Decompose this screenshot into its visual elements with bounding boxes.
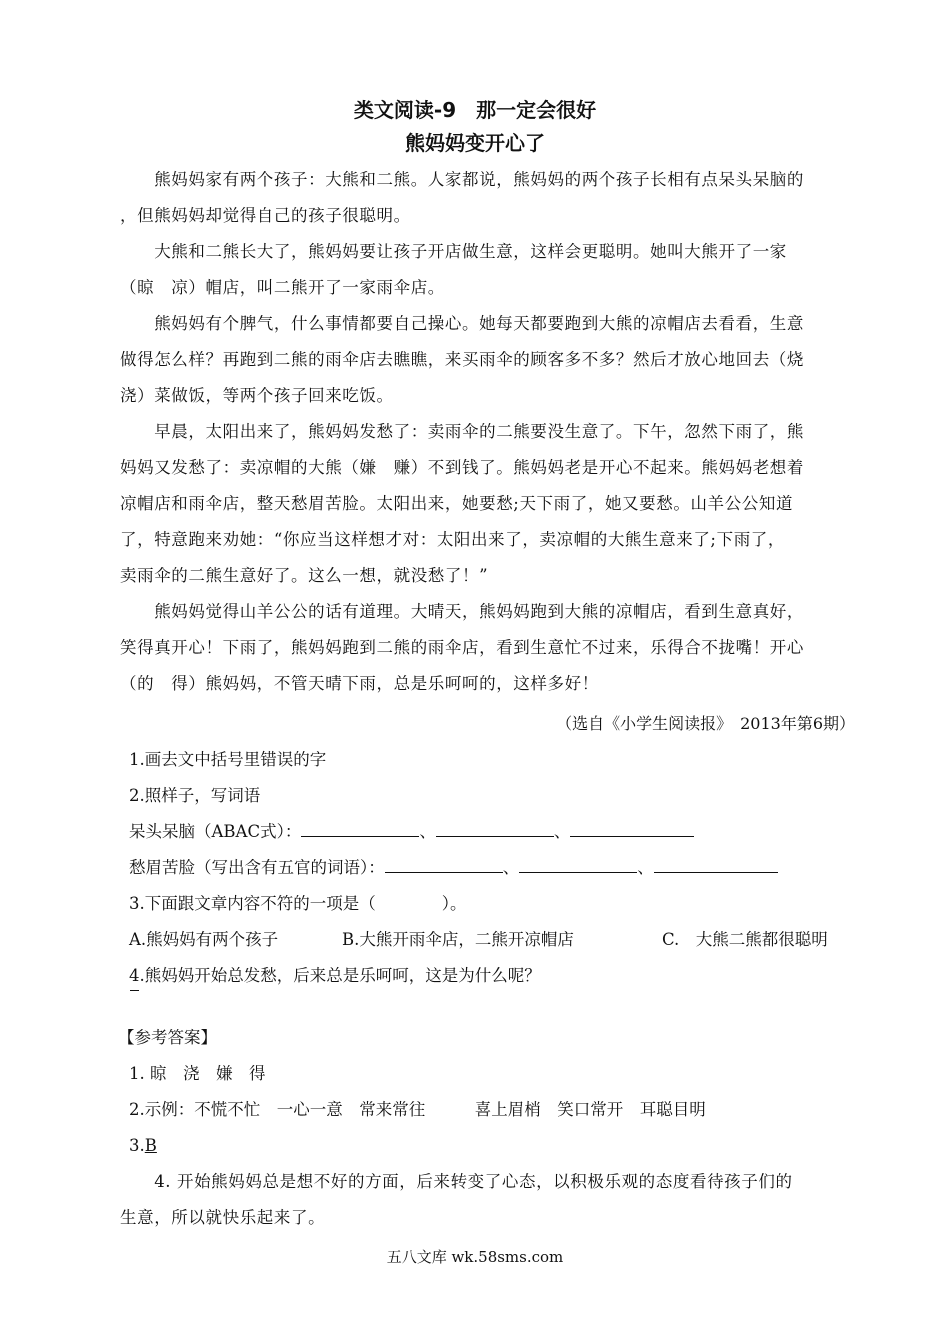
passage-line: 妈妈又发愁了：卖凉帽的大熊（嫌 赚）不到钱了。熊妈妈老是开心不起来。熊妈妈老想着 bbox=[120, 458, 804, 477]
passage-line: 浇）菜做饭，等两个孩子回来吃饭。 bbox=[120, 386, 394, 405]
passage-line: （晾 凉）帽店，叫二熊开了一家雨伞店。 bbox=[120, 278, 445, 297]
answer-blank[interactable] bbox=[436, 818, 554, 837]
question-3: 3.下面跟文章内容不符的一项是（ ）。 bbox=[129, 894, 467, 913]
answer-4-line: 4. 开始熊妈妈总是想不好的方面，后来转变了心态，以积极乐观的态度看待孩子们的 bbox=[120, 1172, 793, 1191]
question-2b bbox=[129, 851, 778, 885]
passage-line: 大熊和二熊长大了，熊妈妈要让孩子开店做生意，这样会更聪明。她叫大熊开了一家 bbox=[120, 242, 787, 261]
passage-line: 做得怎么样？再跑到二熊的雨伞店去瞧瞧，来买雨伞的顾客多不多？然后才放心地回去（烧 bbox=[120, 350, 804, 369]
question-2a bbox=[129, 815, 694, 849]
option-b: B.大熊开雨伞店，二熊开凉帽店 bbox=[342, 930, 574, 949]
answer-blank[interactable] bbox=[301, 818, 419, 837]
passage-line: 凉帽店和雨伞店，整天愁眉苦脸。太阳出来，她要愁;天下雨了，她又要愁。山羊公公知道 bbox=[120, 494, 794, 513]
answer-3 bbox=[129, 1129, 157, 1163]
answer-3-prefix: 3. bbox=[129, 1136, 145, 1155]
separator: 、 bbox=[502, 858, 520, 877]
page-title: 类文阅读-9 那一定会很好 bbox=[353, 98, 597, 122]
passage-line: ，但熊妈妈却觉得自己的孩子很聪明。 bbox=[120, 206, 411, 225]
footer-watermark: 五八文库 wk.58sms.com bbox=[386, 1248, 564, 1266]
answer-2: 2.示例：不慌不忙 一心一意 常来常往 喜上眉梢 笑口常开 耳聪目明 bbox=[129, 1100, 706, 1119]
question-1: 1.画去文中括号里错误的字 bbox=[129, 750, 327, 769]
passage-line: （的 得）熊妈妈，不管天晴下雨，总是乐呵呵的，这样多好！ bbox=[120, 674, 599, 693]
source-citation: （选自《小学生阅读报》 2013年第6期） bbox=[556, 714, 855, 733]
separator: 、 bbox=[419, 822, 436, 841]
answer-blank[interactable] bbox=[570, 818, 694, 837]
answers-heading: 【参考答案】 bbox=[118, 1028, 217, 1047]
passage-line: 早晨，太阳出来了，熊妈妈发愁了：卖雨伞的二熊要没生意了。下午，忽然下雨了，熊 bbox=[120, 422, 804, 441]
passage-line: 了，特意跑来劝她：“你应当这样想才对：太阳出来了，卖凉帽的大熊生意来了;下雨了， bbox=[120, 530, 785, 549]
answer-line bbox=[130, 990, 139, 991]
option-c: C. 大熊二熊都很聪明 bbox=[662, 930, 828, 949]
passage-line: 熊妈妈觉得山羊公公的话有道理。大晴天，熊妈妈跑到大熊的凉帽店，看到生意真好， bbox=[120, 602, 804, 621]
question-2: 2.照样子，写词语 bbox=[129, 786, 261, 805]
question-2a-label: 呆头呆脑（ABAC式）： bbox=[129, 822, 302, 841]
separator: 、 bbox=[637, 858, 654, 877]
question-3-options bbox=[129, 923, 828, 957]
answer-3-value: B bbox=[144, 1136, 157, 1155]
question-4: 4.熊妈妈开始总发愁，后来总是乐呵呵，这是为什么呢？ bbox=[129, 966, 541, 985]
answer-4-line: 生意，所以就快乐起来了。 bbox=[120, 1208, 326, 1227]
answer-1: 1. 晾 浇 嫌 得 bbox=[129, 1064, 266, 1083]
answer-blank[interactable] bbox=[654, 854, 778, 873]
answer-blank[interactable] bbox=[519, 854, 637, 873]
passage-line: 卖雨伞的二熊生意好了。这么一想，就没愁了！” bbox=[120, 566, 489, 585]
passage-line: 熊妈妈家有两个孩子：大熊和二熊。人家都说，熊妈妈的两个孩子长相有点呆头呆脑的 bbox=[120, 170, 804, 189]
option-a: A.熊妈妈有两个孩子 bbox=[129, 930, 279, 949]
passage-line: 熊妈妈有个脾气，什么事情都要自己操心。她每天都要跑到大熊的凉帽店去看看，生意 bbox=[120, 314, 804, 333]
passage-line: 笑得真开心！下雨了，熊妈妈跑到二熊的雨伞店，看到生意忙不过来，乐得合不拢嘴！开心 bbox=[120, 638, 804, 657]
passage-title: 熊妈妈变开心了 bbox=[405, 131, 545, 155]
question-2b-label: 愁眉苦脸（写出含有五官的词语）： bbox=[129, 858, 385, 877]
separator: 、 bbox=[553, 822, 571, 841]
answer-blank[interactable] bbox=[385, 854, 503, 873]
